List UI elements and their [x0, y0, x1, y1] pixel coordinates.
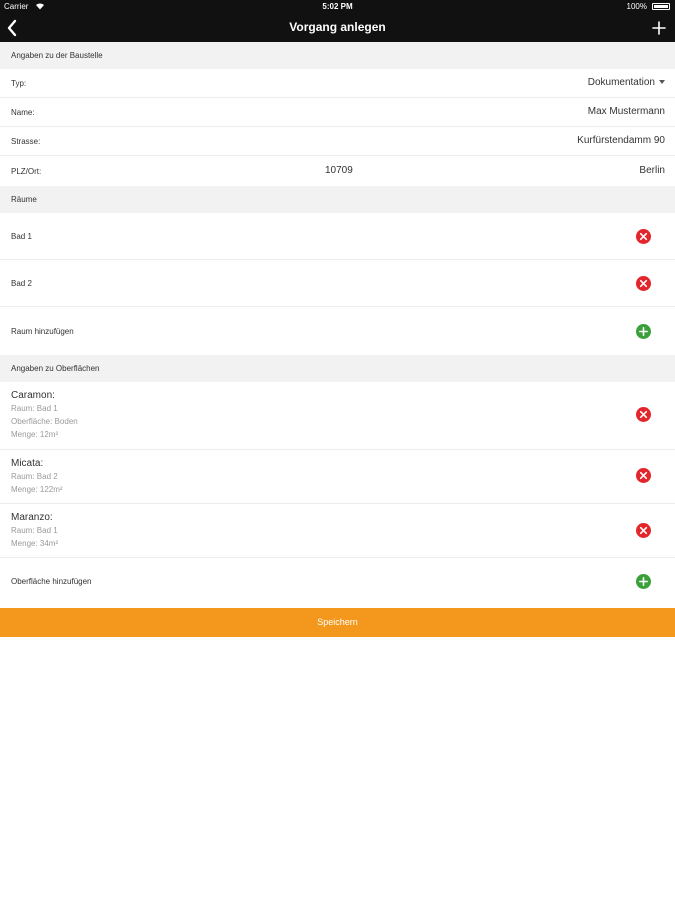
name-field[interactable]: Max Mustermann — [587, 106, 665, 117]
surface-detail: Menge: 122m² — [11, 485, 63, 494]
typ-value: Dokumentation — [587, 77, 655, 88]
surface-detail: Menge: 34m² — [11, 539, 59, 548]
room-row — [0, 213, 675, 260]
surface-detail: Raum: Bad 1 — [11, 526, 58, 535]
add-button[interactable] — [649, 18, 669, 38]
plus-icon — [649, 25, 669, 42]
carrier-label: Carrier — [4, 2, 29, 11]
delete-room-button[interactable] — [636, 276, 651, 291]
typ-row[interactable] — [0, 69, 675, 98]
section-header-raeume: Räume — [0, 186, 675, 213]
surface-name: Micata: — [11, 458, 44, 469]
delete-surface-button[interactable] — [636, 407, 651, 422]
add-room-row[interactable] — [0, 307, 675, 355]
room-label: Bad 1 — [11, 232, 32, 241]
add-room-label: Raum hinzufügen — [11, 327, 74, 336]
surface-detail: Raum: Bad 2 — [11, 472, 58, 481]
section-header-baustelle: Angaben zu der Baustelle — [0, 42, 675, 69]
plz-field[interactable]: 10709 — [325, 165, 353, 176]
navigation-bar — [0, 14, 675, 42]
surface-row[interactable] — [0, 504, 675, 558]
status-time: 5:02 PM — [322, 2, 353, 11]
typ-select[interactable] — [588, 77, 665, 88]
surface-detail: Oberfläche: Boden — [11, 417, 78, 426]
strasse-label: Strasse: — [11, 137, 41, 146]
surface-detail: Menge: 12m² — [11, 430, 59, 439]
strasse-row[interactable] — [0, 127, 675, 156]
delete-surface-button[interactable] — [636, 523, 651, 538]
delete-icon — [636, 276, 651, 291]
status-bar — [0, 0, 675, 14]
save-button[interactable]: Speichern — [0, 608, 675, 637]
delete-icon — [636, 407, 651, 422]
strasse-field[interactable]: Kurfürstendamm 90 — [577, 135, 665, 146]
add-icon — [636, 574, 651, 589]
add-surface-button[interactable] — [636, 574, 651, 589]
surface-row[interactable] — [0, 450, 675, 504]
add-surface-label: Oberfläche hinzufügen — [11, 577, 92, 586]
typ-label: Typ: — [11, 79, 27, 88]
surface-name: Caramon: — [11, 390, 55, 401]
room-label: Bad 2 — [11, 279, 32, 288]
delete-icon — [636, 523, 651, 538]
battery-icon — [652, 3, 670, 10]
surface-row[interactable] — [0, 382, 675, 450]
surface-detail: Raum: Bad 1 — [11, 404, 58, 413]
section-header-oberflaechen: Angaben zu Oberflächen — [0, 355, 675, 382]
delete-surface-button[interactable] — [636, 468, 651, 483]
add-surface-row[interactable] — [0, 558, 675, 606]
delete-room-button[interactable] — [636, 229, 651, 244]
delete-icon — [636, 468, 651, 483]
chevron-down-icon — [659, 80, 665, 84]
delete-icon — [636, 229, 651, 244]
add-icon — [636, 324, 651, 339]
add-room-button[interactable] — [636, 324, 651, 339]
surface-name: Maranzo: — [11, 512, 53, 523]
battery-percent: 100% — [626, 2, 647, 11]
plz-label: PLZ/Ort: — [11, 167, 42, 176]
page-title: Vorgang anlegen — [289, 20, 386, 34]
name-row[interactable] — [0, 98, 675, 127]
plz-ort-row — [0, 156, 675, 186]
name-label: Name: — [11, 108, 35, 117]
ort-field[interactable]: Berlin — [639, 165, 665, 176]
room-row — [0, 260, 675, 307]
